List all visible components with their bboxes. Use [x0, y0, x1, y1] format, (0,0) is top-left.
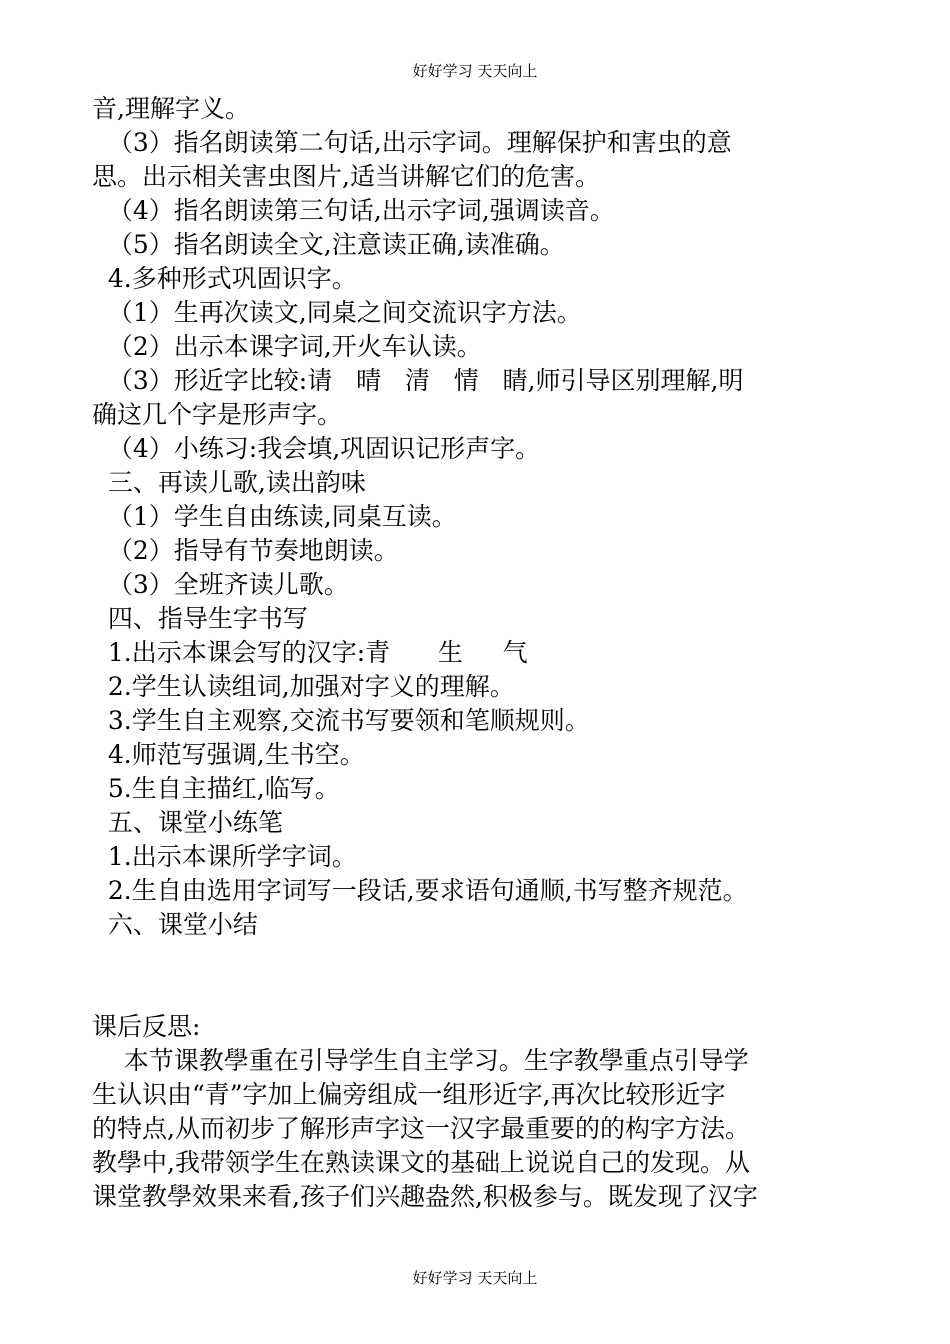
text-line: 教學中,我带领学生在熟读课文的基础上说说自己的发现。从 [92, 1148, 750, 1177]
text-line: （4）小练习:我会填,巩固识记形声字。 [92, 434, 541, 463]
text-line: （3）形近字比较:请 晴 清 情 睛,师引导区别理解,明 [92, 366, 744, 395]
text-line: 的特点,从而初步了解形声字这一汉字最重要的的构字方法。 [92, 1114, 750, 1143]
text-line: 音,理解字义。 [92, 94, 250, 123]
text-line: 4.师范写强调,生书空。 [92, 740, 365, 769]
text-line: 五、课堂小练笔 [92, 808, 283, 837]
text-line: 课后反思: [92, 1012, 201, 1041]
text-line: 思。出示相关害虫图片,适当讲解它们的危害。 [92, 162, 600, 191]
text-line: 六、课堂小结 [92, 910, 258, 939]
text-line: （3）指名朗读第二句话,出示字词。理解保护和害虫的意 [92, 128, 732, 157]
text-line: 三、再读儿歌,读出韵味 [92, 468, 366, 497]
text-line: （2）指导有节奏地朗读。 [92, 536, 399, 565]
text-line: 2.学生认读组词,加强对字义的理解。 [92, 672, 515, 701]
text-line: 四、指导生字书写 [92, 604, 308, 633]
text-line: 课堂教學效果来看,孩子们兴趣盎然,积极参与。既发现了汉字 [92, 1182, 758, 1211]
document-body [92, 92, 862, 1214]
text-line: 1.出示本课所学字词。 [92, 842, 357, 871]
text-line: 确这几个字是形声字。 [92, 400, 343, 429]
lesson-steps [92, 92, 862, 942]
text-line: （3）全班齐读儿歌。 [92, 570, 349, 599]
page-footer: 好好学习 天天向上 [412, 1269, 538, 1287]
text-line: （5）指名朗读全文,注意读正确,读准确。 [92, 230, 565, 259]
text-line: （4）指名朗读第三句话,出示字词,强调读音。 [92, 196, 615, 225]
text-line: （2）出示本课字词,开火车认读。 [92, 332, 482, 361]
section-gap [92, 942, 862, 1010]
text-line: 4.多种形式巩固识字。 [92, 264, 357, 293]
text-line: （1）生再次读文,同桌之间交流识字方法。 [92, 298, 582, 327]
text-line: 2.生自由选用字词写一段话,要求语句通顺,书写整齐规范。 [92, 876, 748, 905]
text-line: 5.生自主描红,临写。 [92, 774, 340, 803]
reflection [92, 1010, 862, 1214]
text-line: （1）学生自由练读,同桌互读。 [92, 502, 457, 531]
page-header: 好好学习 天天向上 [412, 62, 538, 80]
text-line: 3.学生自主观察,交流书写要领和笔顺规则。 [92, 706, 590, 735]
text-line: 1.出示本课会写的汉字:青 生 气 [92, 638, 528, 667]
text-line: 生认识由“青”字加上偏旁组成一组形近字,再次比较形近字 [92, 1080, 726, 1109]
text-line: 本节课教學重在引导学生自主学习。生字教學重点引导学 [92, 1046, 749, 1075]
